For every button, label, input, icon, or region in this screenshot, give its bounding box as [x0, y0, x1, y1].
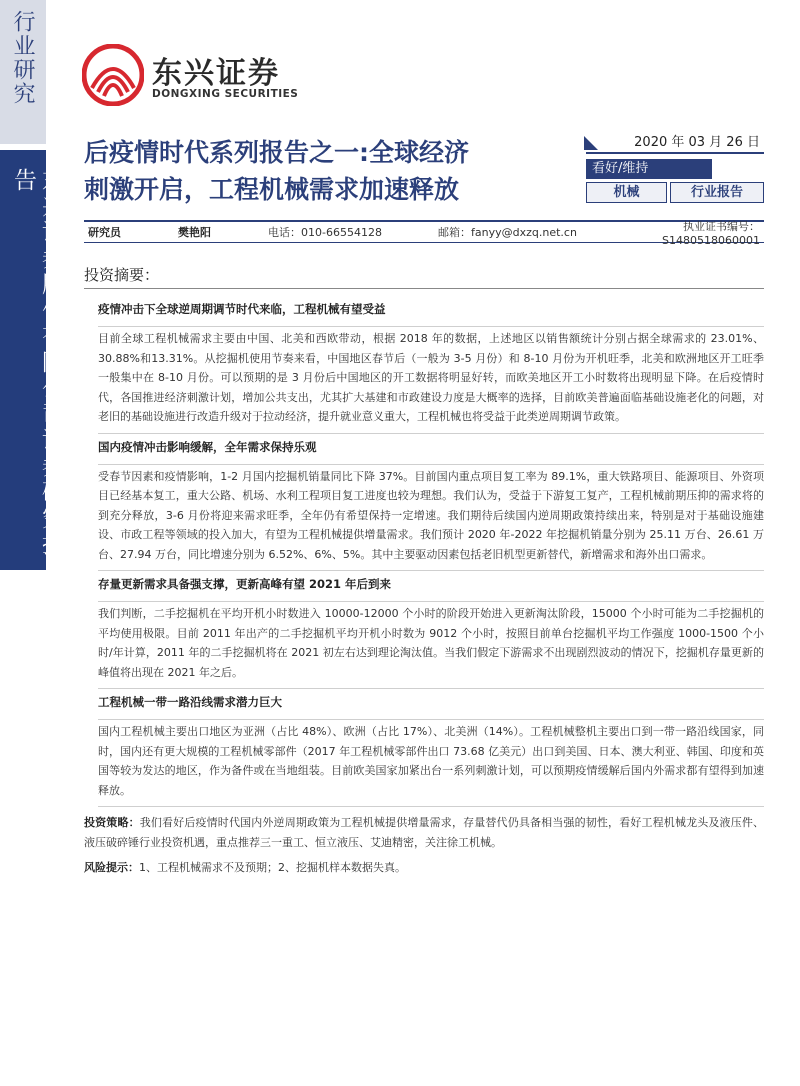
analyst-name: 樊艳阳	[178, 226, 211, 239]
report-tags	[586, 182, 764, 203]
logo-name-cn: 东兴证券	[152, 56, 280, 91]
investment-strategy	[84, 813, 764, 852]
analyst-role: 研究员	[88, 226, 121, 239]
report-title	[84, 134, 584, 208]
summary-title: 投资摘要：	[84, 266, 160, 284]
section-body: 我们判断，二手挖掘机在平均开机小时数进入 10000-12000 个小时的阶段开始进入更新淘汰阶段，15000 个小时可能为二手挖掘机的平均使用极限。目前 2011 年出产的二手挖掘机平均开机小时数为 9012 个小时，按照目前单台挖掘机平均工作强度 1000-1500 个小时/年计算，2011 年的二手挖掘机将在 2021 初左右达到理论淘汰值。当我们假定下游需求不出现剧烈波动的情况下，挖掘机存量更新的峰值将出现在 2021 年之后。	[98, 607, 764, 679]
section-divider	[98, 326, 764, 327]
sidebar-category-label: 行业研究	[10, 10, 35, 106]
section-heading: 工程机械一带一路沿线需求潜力巨大	[98, 695, 282, 709]
section-divider	[98, 688, 764, 689]
section-body: 国内工程机械主要出口地区为亚洲（占比 48%）、欧洲（占比 17%）、北美洲（14%）。工程机械整机主要出口到一带一路沿线国家，同时，国内还有更大规模的工程机械零部件（2017 年工程机械零部件出口 73.68 亿美元）出口到美国、日本、澳大利亚、韩国、印度和英国等较为发达的地区，作为备件或在当地组装。目前欧美国家加紧出台一系列刺激计划，可以预期疫情缓解后国内外需求都有望得到加速释放。	[98, 725, 764, 797]
analyst-bar	[84, 219, 764, 247]
section-divider	[98, 464, 764, 465]
section-divider	[98, 601, 764, 602]
company-logo	[82, 44, 312, 114]
report-title-line1: 后疫情时代系列报告之一:全球经济	[84, 138, 469, 167]
rating-badge: 看好/维持	[586, 159, 712, 179]
section-body: 目前全球工程机械需求主要由中国、北美和西欧带动，根据 2018 年的数据，上述地区以销售额统计分别占据全球需求的 23.01%、30.88%和13.31%。从挖掘机使用节奏来看，中国地区春节后（一般为 3-5 月份）和 8-10 月份为开机旺季，北美和欧洲地区开工旺季一般集中在 8-10 月份。可以预期的是 3 月份后中国地区的开工数据将明显好转，而欧美地区开工小时数将出现明显下降。在后疫情时代，各国推进经济刺激计划，增加公共支出，尤其扩大基建和市政建设力度是大概率的选择，目前欧美普遍面临基础设施老化的问题，对老旧的基础设施进行改造升级对于拉动经济，提升就业意义重大，工程机械也将受益于此类逆周期调节政策。	[98, 332, 764, 423]
sector-tag: 机械	[586, 182, 667, 203]
section-divider	[98, 570, 764, 571]
section-divider	[98, 719, 764, 720]
section-heading: 国内疫情冲击影响缓解，全年需求保持乐观	[98, 439, 317, 454]
risk-warning	[84, 858, 764, 878]
strategy-label: 投资策略：	[84, 816, 140, 829]
sidebar-category-bar	[0, 0, 46, 144]
corner-triangle-icon	[584, 136, 598, 150]
summary-divider	[84, 288, 764, 289]
risk-label: 风险提示：	[84, 861, 139, 874]
date-divider	[586, 152, 764, 154]
section-divider	[98, 806, 764, 807]
logo-mark-icon	[82, 44, 144, 106]
risk-text: 1、工程机械需求不及预期；2、挖掘机样本数据失真。	[139, 861, 406, 874]
analyst-cert: 执业证书编号：S1480518060001	[662, 219, 760, 247]
sidebar-company-bar	[0, 150, 64, 570]
report-info-box	[586, 134, 764, 203]
strategy-text: 我们看好后疫情时代国内外逆周期政策为工程机械提供增量需求，存量替代仍具备相当强的韧性，看好工程机械龙头及液压件、液压破碎锤行业投资机遇，重点推荐三一重工、恒立液压、艾迪精密，关注徐工机械。	[84, 816, 764, 849]
sidebar-company-label: 东兴证券股份有限公司证券研究报告	[10, 168, 64, 558]
section-heading: 疫情冲击下全球逆周期调节时代来临，工程机械有望受益	[98, 302, 386, 316]
report-type-tag: 行业报告	[670, 182, 764, 203]
report-title-line2: 刺激开启，工程机械需求加速释放	[84, 175, 460, 204]
section-heading: 存量更新需求具备强支撑，更新高峰有望 2021 年后到来	[98, 577, 392, 591]
logo-name-en: DONGXING SECURITIES	[152, 88, 299, 100]
section-body: 受春节因素和疫情影响，1-2 月国内挖掘机销量同比下降 37%。目前国内重点项目复工率为 89.1%，重大铁路项目、能源项目、外资项目已经基本复工，重大公路、机场、水利工程项目复工进度也较为理想。我们认为，受益于下游复工复产，工程机械前期压抑的需求将的到充分释放，3-6 月份将迎来需求旺季，全年仍有希望保持一定增速。我们期待后续国内逆周期政策持续出来，特别是对于基础设施建设、市政工程等领域的投入加大，有望为工程机械提供增量需求。我们预计 2020 年-2022 年挖掘机销量分别为 25.11 万台、26.61 万台、27.94 万台，同比增速分别为 6.52%、6%、5%。其中主要驱动因素包括老旧机型更新替代，新增需求和海外出口需求。	[98, 469, 764, 561]
section-divider	[98, 433, 764, 434]
summary-content	[84, 296, 764, 878]
report-date: 2020 年 03 月 26 日	[634, 135, 760, 150]
analyst-email: 邮箱：fanyy@dxzq.net.cn	[438, 226, 577, 239]
analyst-phone: 电话：010-66554128	[268, 226, 382, 239]
